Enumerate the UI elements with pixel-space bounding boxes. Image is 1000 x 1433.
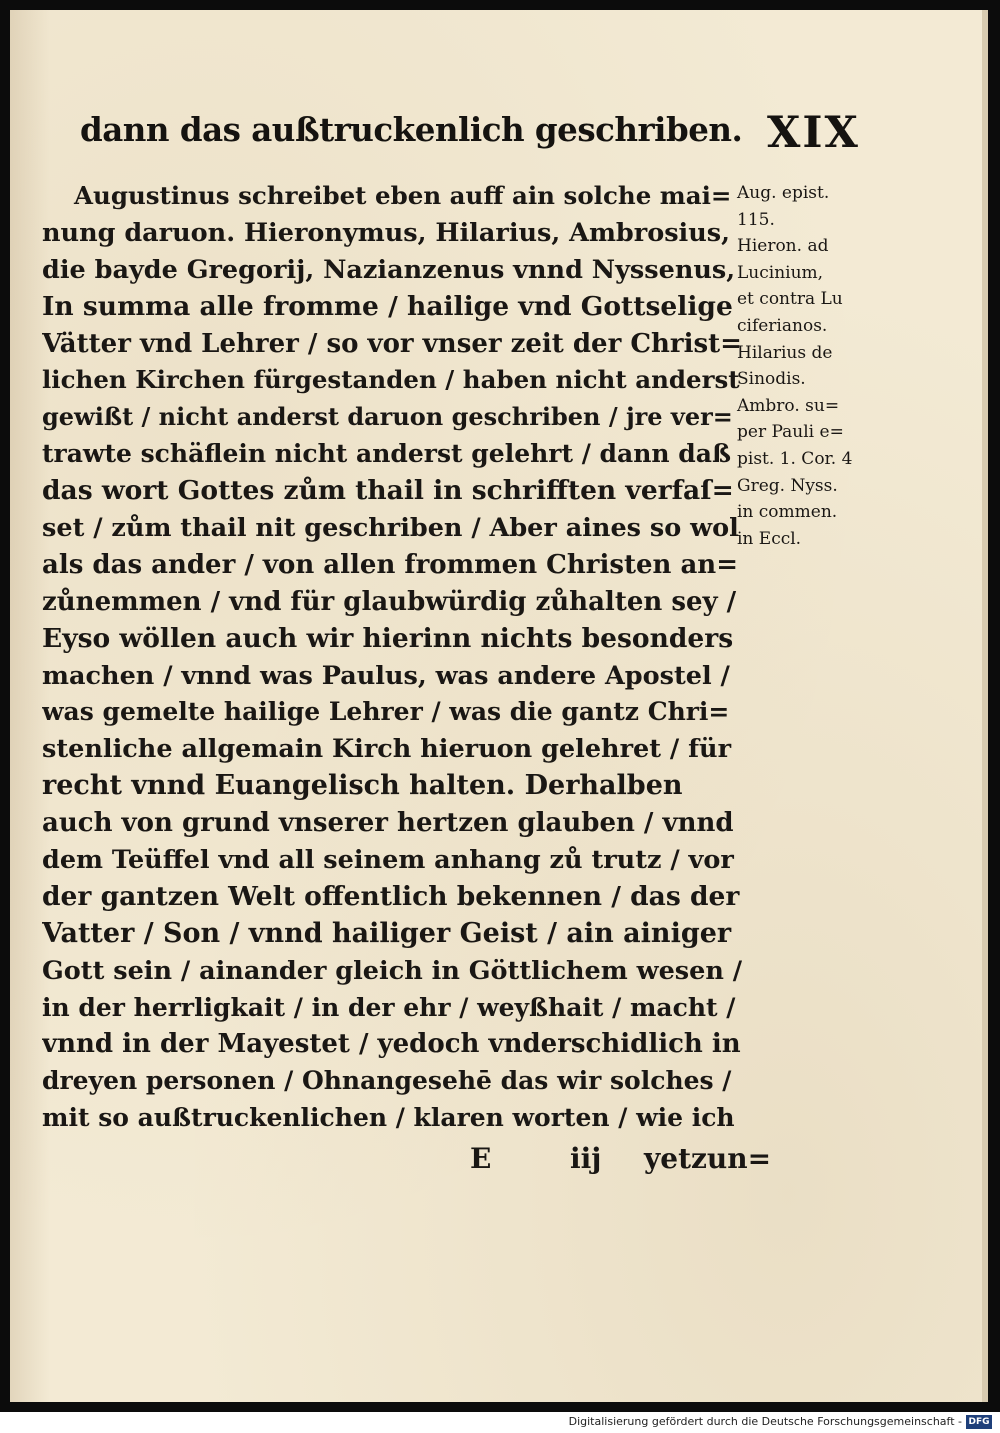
marginal-note: in commen. xyxy=(737,502,838,523)
signature-mark: E xyxy=(470,1142,492,1175)
text-line: trawte schäflein nicht anderst gelehrt / dann daß xyxy=(42,439,731,469)
text-line: gewißt / nicht anderst daruon geschriben / jre ver= xyxy=(42,402,733,432)
text-line: in der herrligkait / in der ehr / weyßhait / macht / xyxy=(42,992,736,1022)
text-line: Vätter vnd Lehrer / so vor vnser zeit der Christ= xyxy=(42,328,742,359)
marginal-note: Ambro. su= xyxy=(737,395,840,416)
text-line: recht vnnd Euangelisch halten. Derhalben xyxy=(42,770,683,802)
text-line: Gott sein / ainander gleich in Göttlichem wesen / xyxy=(42,955,742,986)
text-line: Augustinus schreibet eben auff ain solche mai= xyxy=(74,181,732,210)
marginal-note: pist. 1. Cor. 4 xyxy=(737,448,853,469)
text-line: machen / vnnd was Paulus, was andere Apostel / xyxy=(42,660,730,691)
marginal-note: per Pauli e= xyxy=(737,422,844,443)
marginal-note: ciferianos. xyxy=(737,315,828,336)
running-head: dann das außtruckenlich geschriben. xyxy=(80,110,743,149)
text-line: set / zům thail nit geschriben / Aber aines so wol xyxy=(42,513,739,544)
text-line: das wort Gottes zům thail in schrifften verfaſ= xyxy=(42,475,734,507)
text-line: zůnemmen / vnd für glaubwürdig zůhalten sey / xyxy=(42,586,737,617)
folio-number: XIX xyxy=(767,108,860,158)
credit-bar xyxy=(0,1412,1000,1433)
text-line: der gantzen Welt offentlich bekennen / das der xyxy=(42,880,740,912)
marginal-note: Greg. Nyss. xyxy=(737,475,838,496)
text-line: auch von grund vnserer hertzen glauben / vnnd xyxy=(42,808,734,839)
dfg-logo: DFG xyxy=(966,1415,992,1429)
text-line: mit so außtruckenlichen / klaren worten / wie ich xyxy=(42,1103,735,1133)
marginal-note: et contra Lu xyxy=(737,289,843,310)
text-line: In summa alle fromme / hailige vnd Gottselige xyxy=(42,290,733,322)
text-line: die bayde Gregorij, Nazianzenus vnnd Nyssenus, xyxy=(42,254,736,285)
marginal-note: 115. xyxy=(737,209,775,230)
marginal-note: in Eccl. xyxy=(737,528,802,549)
text-line: lichen Kirchen fürgestanden / haben nicht anderst xyxy=(42,365,740,395)
marginal-note: Hieron. ad xyxy=(737,236,829,257)
text-line: stenliche allgemain Kirch hieruon gelehret / für xyxy=(42,734,732,765)
marginal-notes xyxy=(737,180,887,552)
text-line: vnnd in der Mayestet / yedoch vnderschidlich in xyxy=(42,1029,741,1060)
marginal-note: Aug. epist. xyxy=(737,183,830,203)
text-line: nung daruon. Hieronymus, Hilarius, Ambrosius, xyxy=(42,217,731,248)
paper-page xyxy=(10,10,988,1402)
text-line: dreyen personen / Ohnangesehē das wir solches / xyxy=(42,1066,732,1096)
text-line: Vatter / Son / vnnd hailiger Geist / ain ainiger xyxy=(42,917,732,949)
marginal-note: Sinodis. xyxy=(737,369,806,390)
text-line: als das ander / von allen frommen Christen an= xyxy=(42,549,738,580)
catchword: yetzun= xyxy=(644,1142,772,1175)
text-line: dem Teüffel vnd all seinem anhang zů trutz / vor xyxy=(42,845,734,876)
quire-number: iij xyxy=(570,1142,602,1175)
marginal-note: Lucinium, xyxy=(737,262,824,283)
text-line: was gemelte hailige Lehrer / was die gantz Chri= xyxy=(42,697,730,727)
funding-credit: Digitalisierung gefördert durch die Deutsche Forschungsgemeinschaft - xyxy=(568,1415,962,1428)
body-text xyxy=(42,178,742,1137)
marginal-note: Hilarius de xyxy=(737,342,833,363)
text-line: Eyso wöllen auch wir hierinn nichts besonders xyxy=(42,622,734,654)
